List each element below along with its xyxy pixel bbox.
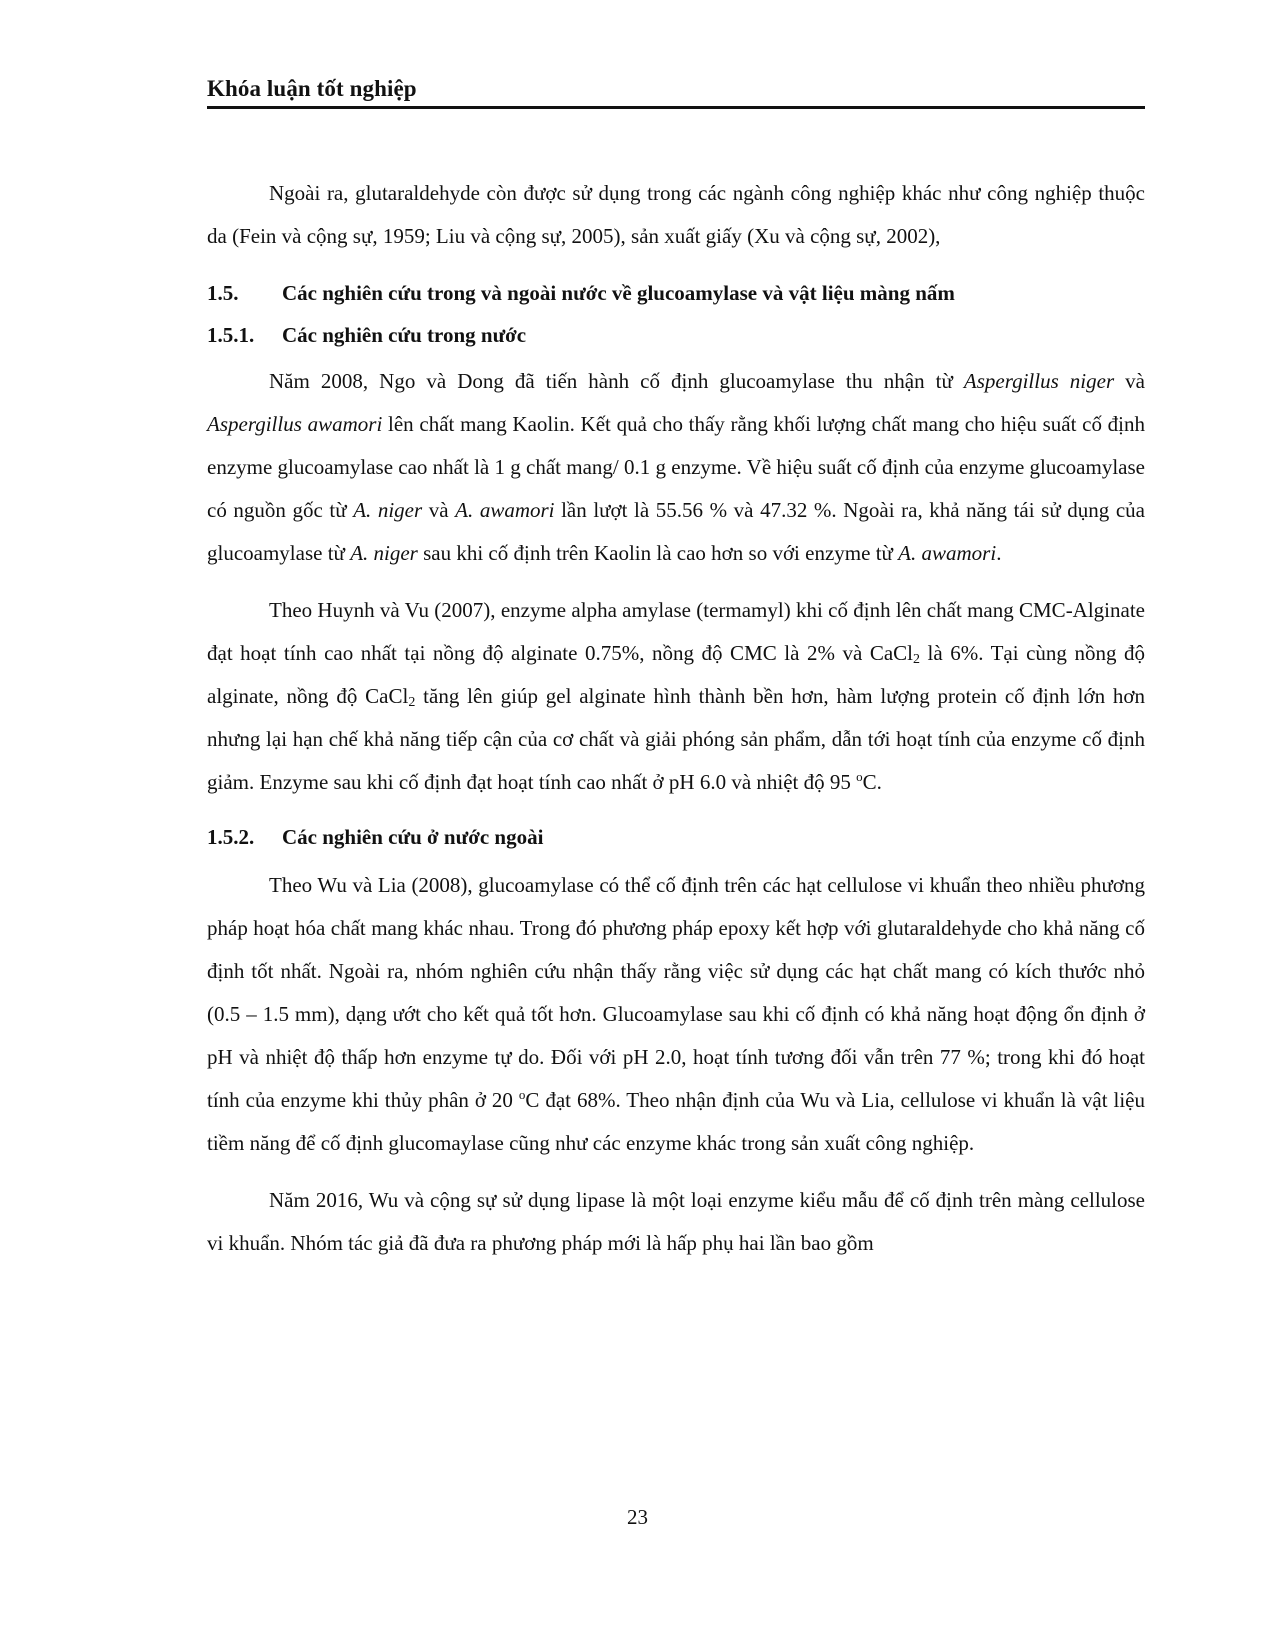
degree-superscript: o [518,1087,526,1102]
species-name: A. awamori [455,498,555,522]
text-run: lần lượt là 55.56 % và 47.32 %. Ngoài ra, khả năng tái sử dụng của glucoamylase từ [207,498,1145,565]
section-title: Các nghiên cứu ở nước ngoài [282,825,544,849]
subscript: 2 [408,695,416,710]
degree-superscript: o [856,769,863,784]
text-run: Năm 2008, Ngo và Dong đã tiến hành cố định glucoamylase thu nhận từ [269,369,964,393]
text-run: Theo Wu và Lia (2008), glucoamylase có thể cố định trên các hạt cellulose vi khuẩn theo nhiều phương pháp hoạt hóa chất mang khác nhau. Trong đó phương pháp epoxy kết hợp với glutaraldehyde cho khả năng cố định tốt nhất. Ngoài ra, nhóm nghiên cứu nhận thấy rằng việc sử dụng các hạt chất mang có kích thước nhỏ (0.5 – 1.5 mm), dạng ướt cho kết quả tốt hơn. Glucoamylase sau khi cố định có khả năng hoạt động ổn định ở pH và nhiệt độ thấp hơn enzyme tự do. Đối với pH 2.0, hoạt tính tương đối vẫn trên 77 %; trong khi đó hoạt tính của enzyme khi thủy phân ở 20 [207,873,1145,1112]
intro-paragraph: Ngoài ra, glutaraldehyde còn được sử dụng trong các ngành công nghiệp khác như công nghiệp thuộc da (Fein và cộng sự, 1959; Liu và cộng sự, 2005), sản xuất giấy (Xu và cộng sự, 2002), [207,181,1145,248]
paragraph-wu-lia [207,864,1145,1165]
species-name: A. niger [353,498,423,522]
section-title: Các nghiên cứu trong nước [282,323,527,347]
species-name: A. awamori [898,541,997,565]
subscript: 2 [913,652,920,667]
section-number: 1.5.2. [207,825,255,849]
species-name: Aspergillus niger [963,369,1115,393]
species-name: Aspergillus awamori [207,412,383,436]
section-heading-1-5-2 [207,822,1145,852]
header-title: Khóa luận tốt nghiệp [207,76,417,101]
text-run: Theo Huynh và Vu (2007), enzyme alpha amylase (termamyl) khi cố định lên chất mang CMC-Alginate đạt hoạt tính cao nhất tại nồng độ alginate 0.75%, nồng độ CMC là 2% và CaCl [207,598,1145,665]
page-body [207,172,1145,1265]
text-run: là 6%. Tại cùng nồng độ alginate, nồng độ CaCl [207,641,1145,708]
paragraph-huynh-vu [207,589,1145,804]
text-run: . [996,541,1002,565]
section-number: 1.5. [207,281,239,305]
section-number: 1.5.1. [207,323,255,347]
text-run: sau khi cố định trên Kaolin là cao hơn so với enzyme từ [417,541,899,565]
header-rule [207,106,1145,109]
paragraph-wu-2016: Năm 2016, Wu và cộng sự sử dụng lipase là một loại enzyme kiểu mẫu để cố định trên màng cellulose vi khuẩn. Nhóm tác giả đã đưa ra phương pháp mới là hấp phụ hai lần bao gồm [207,1188,1145,1255]
text-run: lên chất mang Kaolin. Kết quả cho thấy rằng khối lượng chất mang cho hiệu suất cố định enzyme glucoamylase cao nhất là 1 g chất mang/ 0.1 g enzyme. Về hiệu suất cố định của enzyme glucoamylase có nguồn gốc từ [207,412,1146,522]
page-number: 23 [627,1505,648,1529]
page-header [207,72,1145,112]
section-title: Các nghiên cứu trong và ngoài nước về glucoamylase và vật liệu màng nấm [282,281,955,305]
text-run: và [1114,369,1145,393]
text-run: và [422,498,456,522]
text-run: tăng lên giúp gel alginate hình thành bền hơn, hàm lượng protein cố định lớn hơn nhưng lại hạn chế khả năng tiếp cận của cơ chất và giải phóng sản phẩm, dẫn tới hoạt tính của enzyme cố định giảm. Enzyme sau khi cố định đạt hoạt tính cao nhất ở pH 6.0 và nhiệt độ 95 [207,684,1146,794]
section-heading-1-5 [207,278,1145,308]
section-heading-1-5-1 [207,320,1145,350]
species-name: A. niger [350,541,418,565]
text-run: C đạt 68%. Theo nhận định của Wu và Lia, cellulose vi khuẩn là vật liệu tiềm năng để cố định glucomaylase cũng như các enzyme khác trong sản xuất công nghiệp. [207,1088,1145,1155]
text-run: C. [862,770,882,794]
paragraph-ngo-dong [207,360,1145,575]
